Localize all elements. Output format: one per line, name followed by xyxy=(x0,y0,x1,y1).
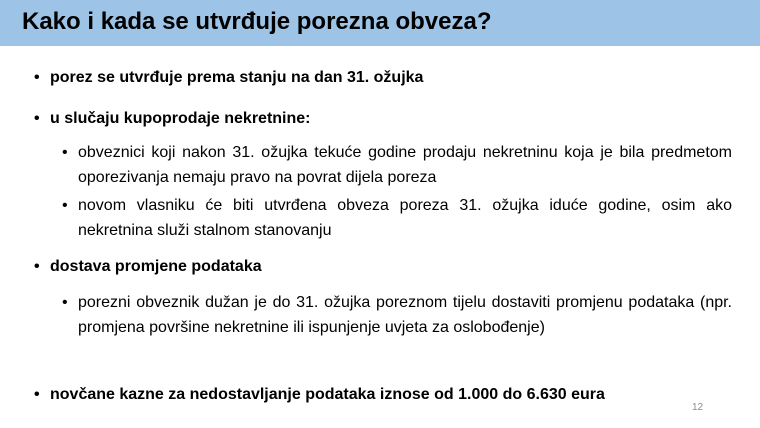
bullet-text: porez se utvrđuje prema stanju na dan 31. ožujka xyxy=(50,69,424,86)
bullet-marker: • xyxy=(34,386,40,403)
sub-bullet-text: novom vlasniku će biti utvrđena obveza poreza 31. ožujka iduće godine, osim ako nekretnina služi stalnom stanovanju xyxy=(78,197,732,239)
sub-bullet-text: porezni obveznik dužan je do 31. ožujka poreznom tijelu dostaviti promjenu podataka (npr. promjena površine nekretnine ili ispunjenje uvjeta za oslobođenje) xyxy=(78,294,732,336)
sub-bullet-item xyxy=(62,290,732,340)
sub-bullet-item xyxy=(62,193,732,243)
sub-bullet-text: obveznici koji nakon 31. ožujka tekuće godine prodaju nekretninu koja je bila predmetom oporezivanja nemaju pravo na povrat dijela poreza xyxy=(78,144,732,186)
page-number: 12 xyxy=(692,402,704,413)
sub-bullet-marker: • xyxy=(62,144,68,161)
sub-bullet-item xyxy=(62,140,732,190)
bullet-text: novčane kazne za nedostavljanje podataka iznose od 1.000 do 6.630 eura xyxy=(50,386,605,403)
bullet-item xyxy=(34,67,732,89)
bullet-item xyxy=(34,256,732,278)
sub-bullet-marker: • xyxy=(62,197,68,214)
bullet-marker: • xyxy=(34,258,40,275)
title-bar xyxy=(0,0,760,46)
sub-bullet-marker: • xyxy=(62,294,68,311)
bullet-text: u slučaju kupoprodaje nekretnine: xyxy=(50,110,311,127)
bullet-item xyxy=(34,384,732,406)
slide-title: Kako i kada se utvrđuje porezna obveza? xyxy=(22,8,492,35)
bullet-marker: • xyxy=(34,110,40,127)
bullet-marker: • xyxy=(34,69,40,86)
bullet-text: dostava promjene podataka xyxy=(50,258,262,275)
bullet-item xyxy=(34,108,732,130)
